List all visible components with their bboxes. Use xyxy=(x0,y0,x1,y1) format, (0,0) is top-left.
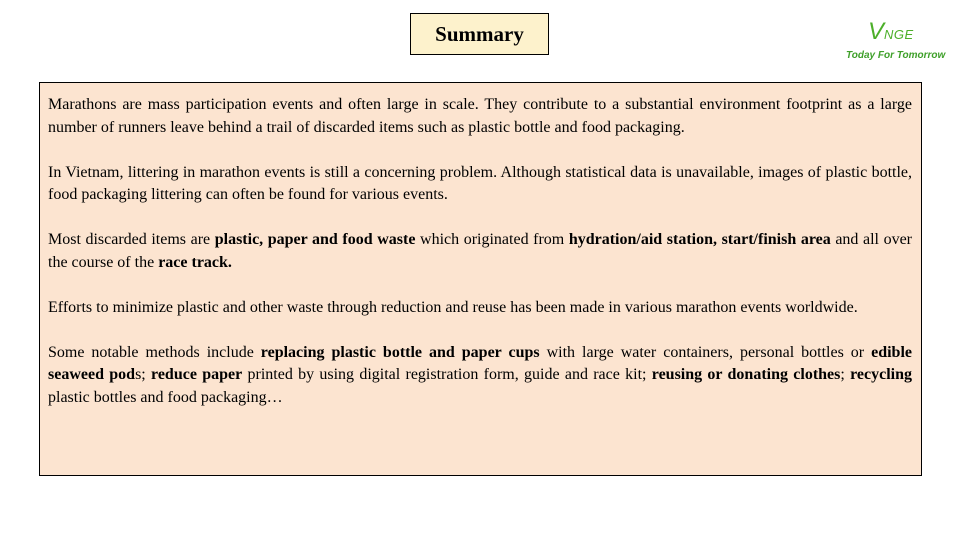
logo-mark xyxy=(868,18,914,46)
paragraph-3 xyxy=(48,229,912,274)
slide-title xyxy=(410,13,549,55)
paragraph-text: with large water containers, personal bottles or xyxy=(539,343,872,361)
paragraph-text: s; xyxy=(135,366,152,383)
paragraph-text: printed by using digital registration form, guide and race kit; xyxy=(242,366,652,383)
logo-mark-initial: V xyxy=(868,18,885,45)
paragraph-text: In Vietnam, littering in marathon events is still a concerning problem. Although statistical data is unavailable, images of plastic bottle, food packaging littering can often be found for various events. xyxy=(48,163,912,203)
bold-phrase: hydration/aid station, start/finish area xyxy=(568,231,831,248)
paragraph-text: Efforts to minimize plastic and other waste through reduction and reuse has been made in various marathon events worldwide. xyxy=(48,298,858,316)
paragraph-text: Some notable methods include xyxy=(48,343,261,361)
bold-phrase: replacing plastic bottle and paper cups xyxy=(260,343,540,361)
paragraph-text: Marathons are mass participation events and often large in scale. They contribute to a substantial environment footprint as a large number of runners leave behind a trail of discarded items such as plastic bottle and food packaging. xyxy=(48,96,912,136)
paragraph-1 xyxy=(48,94,912,139)
vnge-logo xyxy=(840,14,950,66)
bold-phrase: recycling xyxy=(850,366,913,383)
paragraph-text: ; xyxy=(840,366,851,383)
paragraph-4 xyxy=(48,297,912,320)
bold-phrase: reusing or donating clothes xyxy=(651,366,841,383)
paragraph-text: which originated from xyxy=(415,231,569,248)
bold-phrase: plastic, paper and food waste xyxy=(214,231,416,248)
logo-tagline: Today For Tomorrow xyxy=(846,50,946,61)
summary-content-box xyxy=(39,82,922,476)
paragraph-text: Most discarded items are xyxy=(48,231,215,248)
bold-phrase: race track. xyxy=(158,253,232,271)
bold-phrase: reduce paper xyxy=(151,366,243,383)
paragraph-text: plastic bottles and food packaging… xyxy=(48,388,283,406)
logo-mark-letters: NGE xyxy=(884,27,914,42)
bold-phrase: edible seaweed pod xyxy=(48,343,912,383)
paragraph-2 xyxy=(48,162,912,207)
slide-title-text: Summary xyxy=(435,21,524,46)
paragraph-text: and all over the course of the xyxy=(48,231,913,271)
paragraph-5 xyxy=(48,342,912,410)
